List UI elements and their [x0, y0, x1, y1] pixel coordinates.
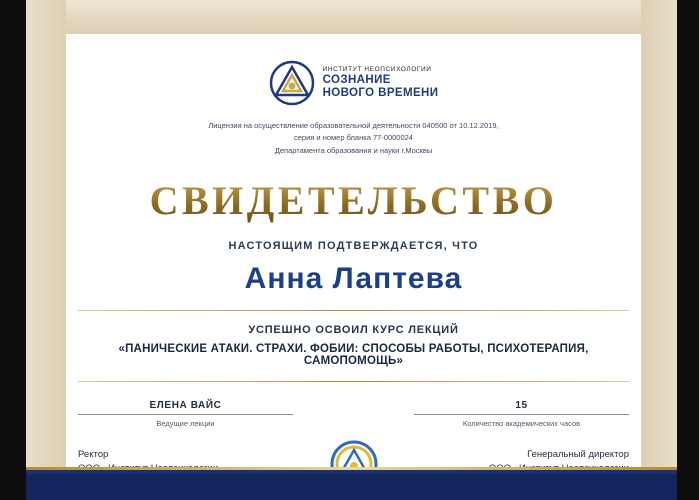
- lecturer-name: ЕЛЕНА ВАЙС: [149, 400, 222, 412]
- logo-name-line-1: СОЗНАНИЕ: [322, 73, 391, 86]
- hours-underline: [414, 414, 629, 415]
- hours-caption: Количество академических часов: [462, 419, 581, 429]
- lecturer-underline: [78, 414, 293, 415]
- license-info: [78, 120, 629, 157]
- frame-left-band: [26, 0, 66, 500]
- director-role: Генеральный директор: [527, 449, 629, 461]
- certificate-subtitle: НАСТОЯЩИМ ПОДТВЕРЖДАЕТСЯ, ЧТО: [228, 240, 479, 253]
- hours-block: [414, 400, 629, 428]
- license-line-3: Департамента образования и науки г.Москвы: [274, 145, 433, 155]
- divider-top: [78, 310, 629, 311]
- lecturer-caption: Ведущие лекции: [156, 419, 215, 429]
- lecturer-block: [78, 400, 293, 428]
- details-row: [78, 400, 629, 428]
- certificate-content: [78, 48, 629, 460]
- triangle-emblem-icon: [269, 60, 315, 106]
- course-name-text: «ПАНИЧЕСКИЕ АТАКИ. СТРАХИ. ФОБИИ: СПОСОБЫ РАБОТЫ, ПСИХОТЕРАПИЯ, САМОПОМОЩЬ»: [118, 343, 589, 368]
- hours-value: 15: [515, 400, 528, 412]
- frame-right-band: [641, 0, 677, 500]
- rector-role: Ректор: [78, 449, 109, 461]
- frame-top-band: [26, 0, 677, 34]
- logo-institute-line: ИНСТИТУТ НЕОПСИХОЛОГИИ: [322, 66, 432, 74]
- organization-logo-text: [323, 66, 439, 100]
- course-intro-text: УСПЕШНО ОСВОИЛ КУРС ЛЕКЦИЙ: [248, 324, 459, 337]
- divider-bottom: [78, 381, 629, 382]
- certificate-document: [26, 0, 677, 500]
- left-background-strip: [0, 0, 26, 500]
- logo-name-line-2: НОВОГО ВРЕМЕНИ: [322, 86, 439, 99]
- navy-bottom-bar: [26, 474, 677, 500]
- license-line-1: Лицензия на осуществление образовательной деятельности 040500 от 10.12.2019,: [208, 121, 499, 130]
- organization-logo: [78, 60, 629, 106]
- recipient-name: Анна Лаптева: [244, 262, 463, 296]
- certificate-title: СВИДЕТЕЛЬСТВО: [78, 177, 629, 224]
- right-background-strip: [677, 0, 699, 500]
- license-line-2: серия и номер бланка 77-0000024: [294, 133, 413, 143]
